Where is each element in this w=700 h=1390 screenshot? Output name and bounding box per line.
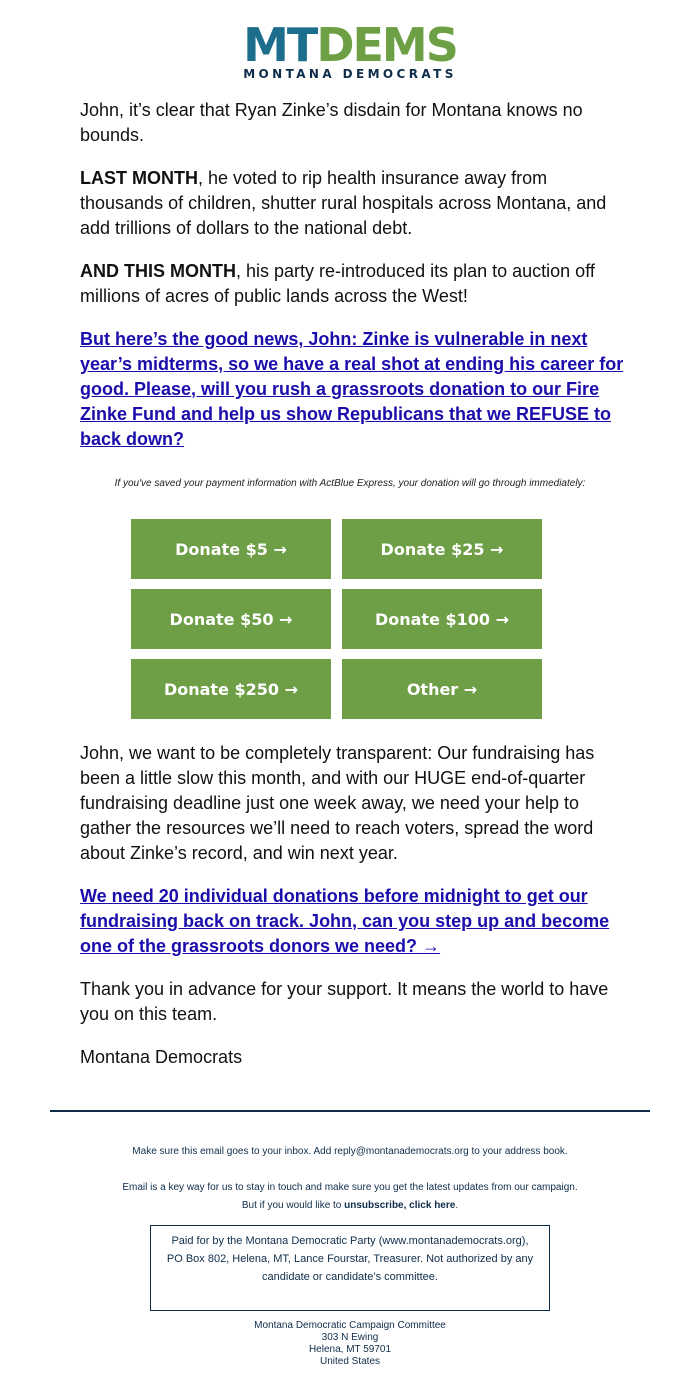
donate-50-button[interactable]: Donate $50 → [131,589,331,649]
paragraph-intro: John, it’s clear that Ryan Zinke’s disdain for Montana knows no bounds. [80,100,583,145]
last-month-text: , he voted to rip health insurance away from thousands of children, shutter rural hospitals across Montana, and add trillions of dollars to the national debt. [80,168,607,238]
twenty-donations-cta-link[interactable]: We need 20 individual donations before midnight to get our fundraising back on track. John, can you step up and become one of the grassroots donors we need? → [80,886,610,956]
stay-in-touch-note: Email is a key way for us to stay in touch and make sure you get the latest updates from our campaign. [122,1182,578,1193]
logo-mt: MT [243,18,317,72]
paid-for-disclaimer: Paid for by the Montana Democratic Party (www.montanademocrats.org), PO Box 802, Helena, MT, Lance Fourstar, Treasurer. Not authorized by any candidate or candidate’s committee. [150,1225,550,1311]
donate-cta-link[interactable]: But here’s the good news, John: Zinke is vulnerable in next year’s midterms, so we have a real shot at ending his career for good. Please, will you rush a grassroots donation to our Fire Zinke Fund and help us show Republicans that we REFUSE to back down? [80,329,624,449]
this-month-text: , his party re-introduced its plan to auction off millions of acres of public lands across the West! [80,261,595,306]
signature: Montana Democrats [80,1047,243,1067]
logo-dems: DEMS [316,18,457,72]
last-month-label: LAST MONTH [80,168,198,188]
footer-divider [50,1110,650,1112]
mailing-address [0,1320,700,1368]
donate-25-button[interactable]: Donate $25 → [342,519,542,579]
unsubscribe-link[interactable]: unsubscribe, click here [344,1200,456,1211]
address-street: 303 N Ewing [321,1332,379,1343]
logo-wordmark [243,18,457,72]
unsubscribe-prefix: But if you would like to [241,1200,345,1211]
donate-250-button[interactable]: Donate $250 → [131,659,331,719]
donate-5-button[interactable]: Donate $5 → [131,519,331,579]
paragraph-thanks: Thank you in advance for your support. It means the world to have you on this team. [80,979,609,1024]
address-org: Montana Democratic Campaign Committee [254,1320,446,1331]
unsubscribe-suffix: . [455,1200,459,1211]
header-logo [0,18,700,81]
address-city: Helena, MT 59701 [308,1344,392,1355]
this-month-label: AND THIS MONTH [80,261,236,281]
paragraph-last-month [80,166,625,241]
unsubscribe-line [0,1197,700,1215]
paragraph-this-month [80,259,625,309]
donate-other-button[interactable]: Other → [342,659,542,719]
logo-subtitle: MONTANA DEMOCRATS [243,67,457,81]
donate-100-button[interactable]: Donate $100 → [342,589,542,649]
paragraph-transparency: John, we want to be completely transparent: Our fundraising has been a little slow this month, and with our HUGE end-of-quarter fundraising deadline just one week away, we need your help to gather the resources we’ll need to reach voters, spread the word about Zinke’s record, and win next year. [80,743,595,863]
inbox-note: Make sure this email goes to your inbox. Add reply@montanademocrats.org to your address book. [132,1146,568,1157]
address-country: United States [319,1356,381,1367]
actblue-express-note: If you've saved your payment information with ActBlue Express, your donation will go through immediately: [114,478,586,489]
